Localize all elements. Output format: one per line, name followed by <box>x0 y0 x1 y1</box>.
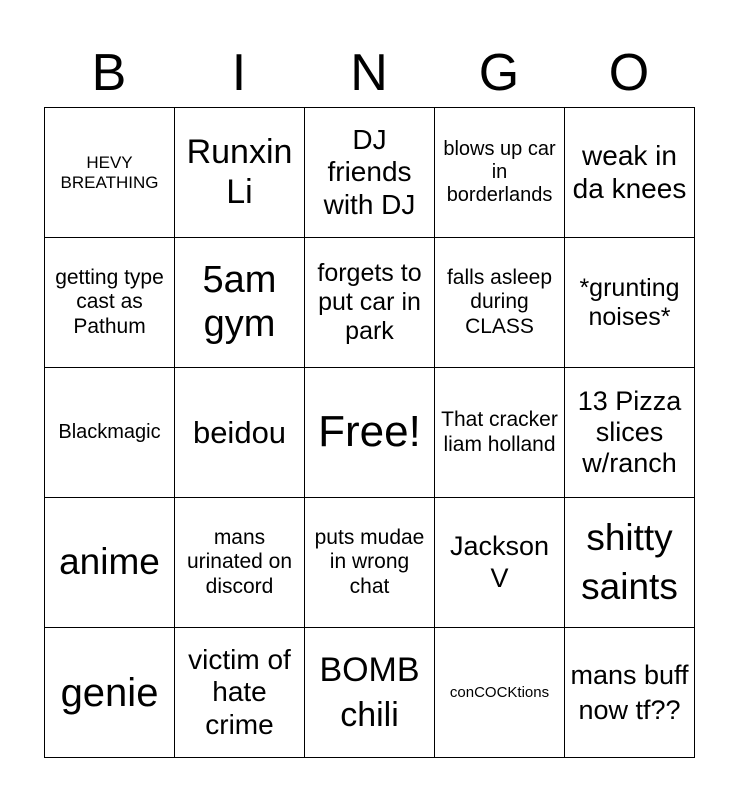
cell-text: That cracker liam holland <box>441 408 558 456</box>
bingo-cell[interactable] <box>565 628 695 758</box>
cell-text: getting type cast as Pathum <box>55 266 164 338</box>
bingo-cell[interactable] <box>45 238 175 368</box>
header-letter-o: O <box>608 44 650 102</box>
bingo-cell[interactable] <box>175 368 305 498</box>
cell-text: BOMB chili <box>319 651 420 734</box>
bingo-cell[interactable] <box>565 108 695 238</box>
bingo-cell[interactable] <box>435 498 565 628</box>
cell-text: victim of hate crime <box>188 644 291 740</box>
bingo-cell[interactable] <box>175 628 305 758</box>
cell-text: forgets to put car in park <box>317 259 422 345</box>
cell-text: puts mudae in wrong chat <box>314 526 425 598</box>
bingo-cell[interactable] <box>435 108 565 238</box>
cell-text: 13 Pizza slices w/ranch <box>577 385 682 479</box>
bingo-cell[interactable] <box>305 498 435 628</box>
bingo-cell[interactable] <box>175 108 305 238</box>
bingo-cell[interactable] <box>435 628 565 758</box>
cell-text: shitty saints <box>581 517 678 607</box>
bingo-cell[interactable] <box>175 238 305 368</box>
cell-text: HEVY BREATHING <box>60 152 159 192</box>
bingo-cell[interactable] <box>45 628 175 758</box>
bingo-cell[interactable] <box>175 498 305 628</box>
header-letter-b: B <box>91 44 127 102</box>
cell-text: Jackson V <box>449 531 550 593</box>
bingo-cell[interactable] <box>435 238 565 368</box>
header-letter-n: N <box>350 44 388 102</box>
bingo-cell[interactable] <box>45 108 175 238</box>
board-row <box>45 628 695 758</box>
header-letter-g: G <box>478 44 520 102</box>
bingo-cell[interactable] <box>45 368 175 498</box>
bingo-board <box>44 107 695 758</box>
cell-text: mans urinated on discord <box>186 526 293 598</box>
cell-text: weak in da knees <box>572 140 687 204</box>
cell-text: Free! <box>318 407 421 457</box>
cell-text: Blackmagic <box>58 421 161 443</box>
cell-text: Runxin Li <box>186 133 293 211</box>
bingo-cell[interactable] <box>305 108 435 238</box>
cell-text: DJ friends with DJ <box>323 124 416 220</box>
cell-text: conCOCKtions <box>449 683 550 701</box>
board-row <box>45 238 695 368</box>
cell-text: anime <box>59 541 160 583</box>
cell-text: beidou <box>192 414 287 450</box>
board-row <box>45 368 695 498</box>
cell-text: blows up car in borderlands <box>443 138 556 206</box>
cell-text: falls asleep during CLASS <box>446 266 553 338</box>
bingo-cell[interactable] <box>565 238 695 368</box>
cell-text: *grunting noises* <box>579 273 680 331</box>
board-row <box>45 498 695 628</box>
bingo-cell[interactable] <box>305 238 435 368</box>
bingo-header <box>44 40 694 106</box>
cell-text: mans buff now tf?? <box>570 659 689 725</box>
header-letter-i: I <box>231 44 247 102</box>
free-space-cell[interactable] <box>305 368 435 498</box>
bingo-cell[interactable] <box>305 628 435 758</box>
cell-text: genie <box>60 670 159 715</box>
bingo-cell[interactable] <box>435 368 565 498</box>
bingo-cell[interactable] <box>45 498 175 628</box>
board-row <box>45 108 695 238</box>
cell-text: 5am gym <box>202 258 277 345</box>
bingo-cell[interactable] <box>565 368 695 498</box>
bingo-cell[interactable] <box>565 498 695 628</box>
